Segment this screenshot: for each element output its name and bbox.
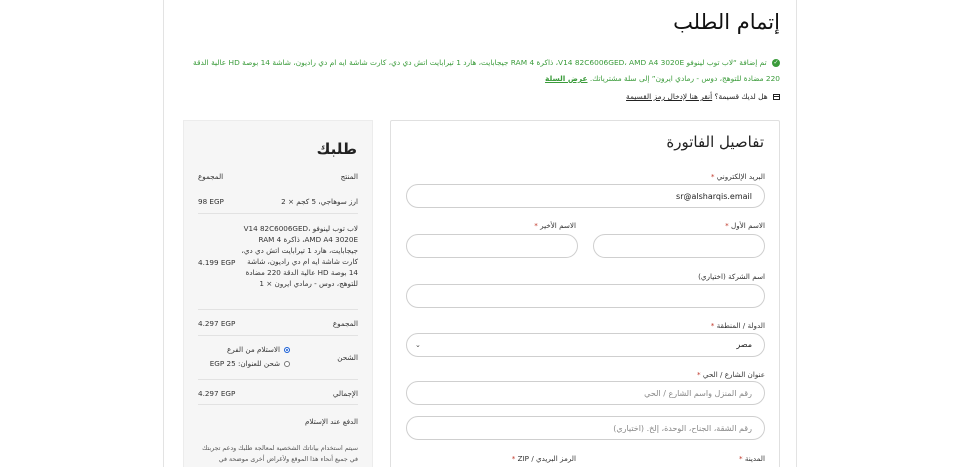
shipping-option-pickup[interactable]: الاستلام من الفرع	[210, 343, 290, 357]
divider	[198, 379, 358, 380]
total-value: 4.297 EGP	[198, 389, 236, 398]
coupon-question: هل لديك قسيمة؟	[714, 92, 768, 101]
shipping-label: الشحن	[337, 353, 358, 362]
billing-details-panel	[390, 120, 780, 467]
zip-label: الرمز البريدي / ZIP *	[511, 454, 576, 463]
order-item-price: 98 EGP	[198, 197, 224, 206]
order-item-name: لاب توب لينوفو V14 82C6006GED، AMD A4 3020E، ذاكرة 4 RAM جيجابايت، هارد 1 تيرابايت اتش دي دي، كارت شاشة ايه ام دي راديون، شاشة 14 بوصة HD عالية الدقة 220 مضادة للتوهج، دوس - رمادي ايرون × 1	[241, 224, 358, 288]
company-label: اسم الشركة (اختياري)	[698, 272, 765, 281]
company-field[interactable]	[406, 284, 765, 308]
divider	[198, 213, 358, 214]
order-item-row	[198, 223, 358, 303]
order-title: طلبك	[316, 140, 357, 158]
street-address-field[interactable]	[406, 381, 765, 405]
country-label: الدولة / المنطقة *	[710, 321, 765, 330]
divider	[198, 309, 358, 310]
order-item-price: 4.199 EGP	[198, 258, 236, 267]
payment-method-label: الدفع عند الإستلام	[304, 417, 358, 426]
check-icon: ✓	[773, 59, 779, 66]
shipping-row	[198, 343, 358, 375]
coupon-icon	[773, 94, 780, 100]
last-name-field[interactable]	[406, 234, 578, 258]
city-label: المدينة *	[738, 454, 765, 463]
checkout-page	[163, 0, 797, 467]
subtotal-label: المجموع	[332, 319, 358, 328]
email-field[interactable]	[406, 184, 765, 208]
total-column-header: المجموع	[198, 172, 224, 181]
apartment-field[interactable]	[406, 416, 765, 440]
subtotal-value: 4.297 EGP	[198, 319, 236, 328]
cart-added-notice	[180, 55, 780, 87]
view-cart-link[interactable]: عرض السلة	[545, 74, 588, 83]
first-name-label: الاسم الأول *	[725, 221, 765, 230]
country-selected-value: مصر	[736, 340, 752, 349]
privacy-notice: سيتم استخدام بياناتك الشخصية لمعالجة طلبك ودعم تجربتك في جميع أنحاء هذا الموقع ولأغراض أخرى موضحة في	[202, 445, 358, 463]
radio-unchecked-icon[interactable]	[284, 361, 290, 367]
shipping-options	[210, 343, 290, 371]
divider	[198, 404, 358, 405]
notice-message: تم إضافة “لاب توب لينوفو V14 82C6006GED، AMD A4 3020E، ذاكرة 4 RAM جيجابايت، هارد 1 تيرابايت اتش دي دي، كارت شاشة ايه ام دي راديون، شاشة 14 بوصة HD عالية الدقة 220 مضادة للتوهج، دوس - رمادي ايرون” إلى سلة مشترياتك.	[193, 58, 780, 83]
billing-title: تفاصيل الفاتورة	[666, 133, 764, 151]
radio-checked-icon[interactable]	[284, 347, 290, 353]
country-select[interactable]	[406, 333, 765, 357]
shipping-option-delivery[interactable]: شحن للعنوان: 25 EGP	[210, 357, 290, 371]
product-column-header: المنتج	[340, 172, 358, 181]
street-label: عنوان الشارع / الحي *	[697, 370, 765, 379]
last-name-label: الاسم الأخير *	[534, 221, 576, 230]
order-item-name: ارز سوهاجي، 5 كجم × 2	[281, 197, 358, 206]
email-label: البريد الإلكتروني *	[710, 172, 765, 181]
divider	[198, 335, 358, 336]
order-summary-panel	[183, 120, 373, 467]
coupon-prompt	[626, 92, 780, 101]
first-name-field[interactable]	[593, 234, 765, 258]
page-title: إتمام الطلب	[673, 10, 780, 34]
total-label: الإجمالي	[332, 389, 358, 398]
enter-coupon-link[interactable]: أنقر هنا لإدخال رمز القسيمة	[626, 92, 713, 101]
chevron-down-icon: ⌄	[415, 341, 421, 349]
